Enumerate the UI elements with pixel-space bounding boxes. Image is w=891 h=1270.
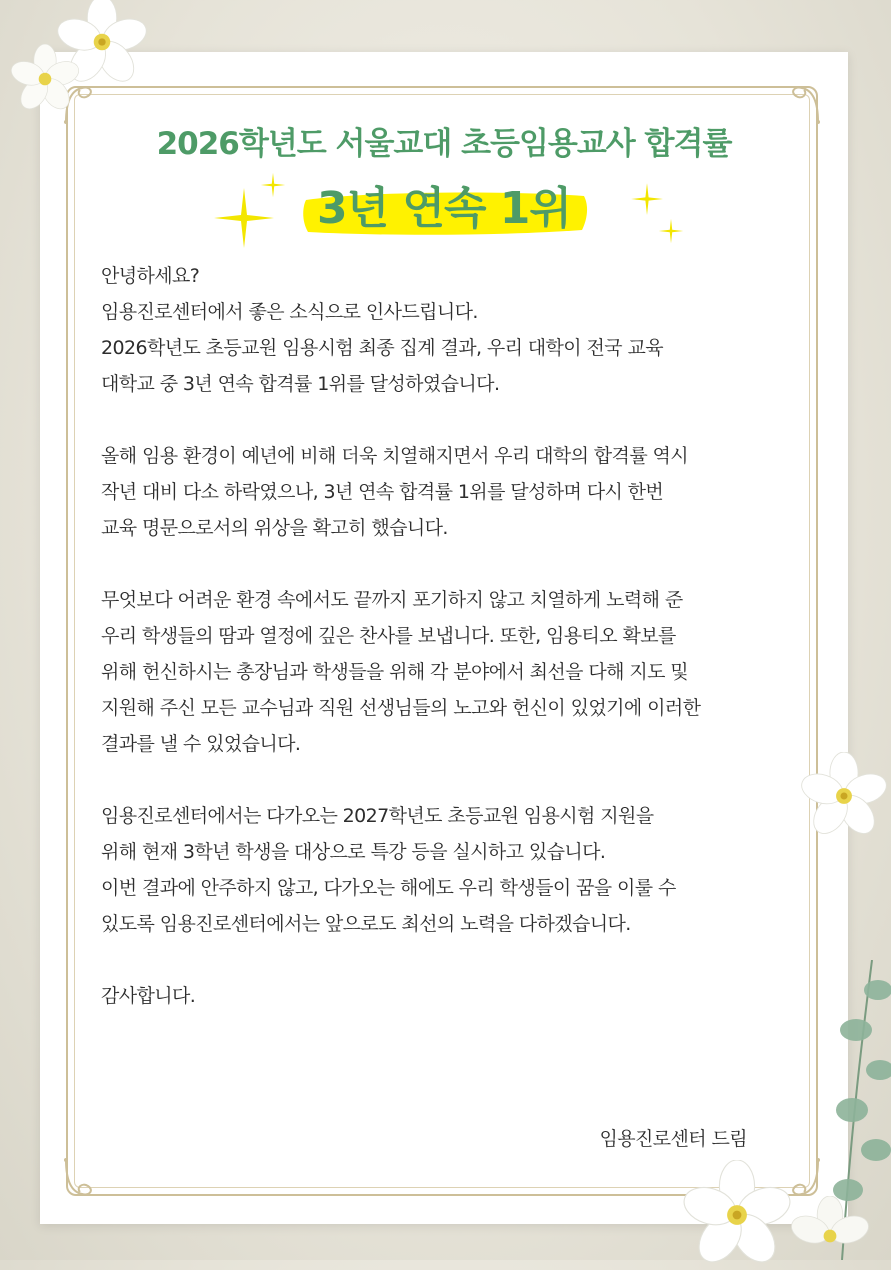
text-line: 올해 임용 환경이 예년에 비해 더욱 치열해지면서 우리 대학의 합격률 역시: [101, 445, 689, 467]
page-subtitle: 3년 연속 1위: [317, 183, 571, 234]
text-line: 결과를 낼 수 있었습니다.: [101, 733, 301, 755]
paragraph-thanks: [101, 582, 811, 762]
sparkle-icon: [260, 172, 286, 198]
text-line: 교육 명문으로서의 위상을 확고히 했습니다.: [101, 517, 448, 539]
signature: 임용진로센터 드림: [599, 1128, 747, 1150]
sparkle-icon: [658, 218, 684, 244]
text-line: 지원해 주신 모든 교수님과 직원 선생님들의 노고와 헌신이 있었기에 이러한: [101, 697, 701, 719]
text-line: 작년 대비 다소 하락였으나, 3년 연속 합격률 1위를 달성하며 다시 한번: [101, 481, 664, 503]
text-line: 임용진로센터에서 좋은 소식으로 인사드립니다.: [101, 301, 478, 323]
text-line: 위해 현재 3학년 학생을 대상으로 특강 등을 실시하고 있습니다.: [101, 841, 606, 863]
white-flower-icon: [790, 1196, 870, 1260]
white-flower-icon: [682, 1160, 792, 1270]
paragraph-closing: [101, 978, 811, 1014]
paragraph-greeting: [101, 258, 811, 402]
text-line: 임용진로센터에서는 다가오는 2027학년도 초등교원 임용시험 지원을: [101, 805, 654, 827]
white-flower-icon: [800, 752, 888, 840]
text-line: 있도록 임용진로센터에서는 앞으로도 최선의 노력을 다하겠습니다.: [101, 913, 631, 935]
text-line: 이번 결과에 안주하지 않고, 다가오는 해에도 우리 학생들이 꿈을 이룰 수: [101, 877, 676, 899]
letter-body: [101, 258, 811, 1014]
text-line: 2026학년도 초등교원 임용시험 최종 집계 결과, 우리 대학이 전국 교육: [101, 337, 663, 359]
text-line: 감사합니다.: [101, 985, 196, 1007]
paragraph-plans: [101, 798, 811, 942]
white-flower-icon: [10, 44, 80, 114]
text-line: 위해 헌신하시는 총장님과 학생들을 위해 각 분야에서 최선을 다해 지도 및: [101, 661, 689, 683]
text-line: 무엇보다 어려운 환경 속에서도 끝까지 포기하지 않고 치열하게 노력해 준: [101, 589, 683, 611]
paragraph-environment: [101, 438, 811, 546]
ornament-corner-icon: [62, 1156, 106, 1200]
sparkle-icon: [630, 182, 664, 216]
text-line: 우리 학생들의 땀과 열정에 깊은 찬사를 보냅니다. 또한, 임용티오 확보를: [101, 625, 676, 647]
text-line: 안녕하세요?: [101, 265, 200, 287]
page-title: 2026학년도 서울교대 초등임용교사 합격률: [156, 126, 732, 162]
text-line: 대학교 중 3년 연속 합격률 1위를 달성하였습니다.: [101, 373, 500, 395]
